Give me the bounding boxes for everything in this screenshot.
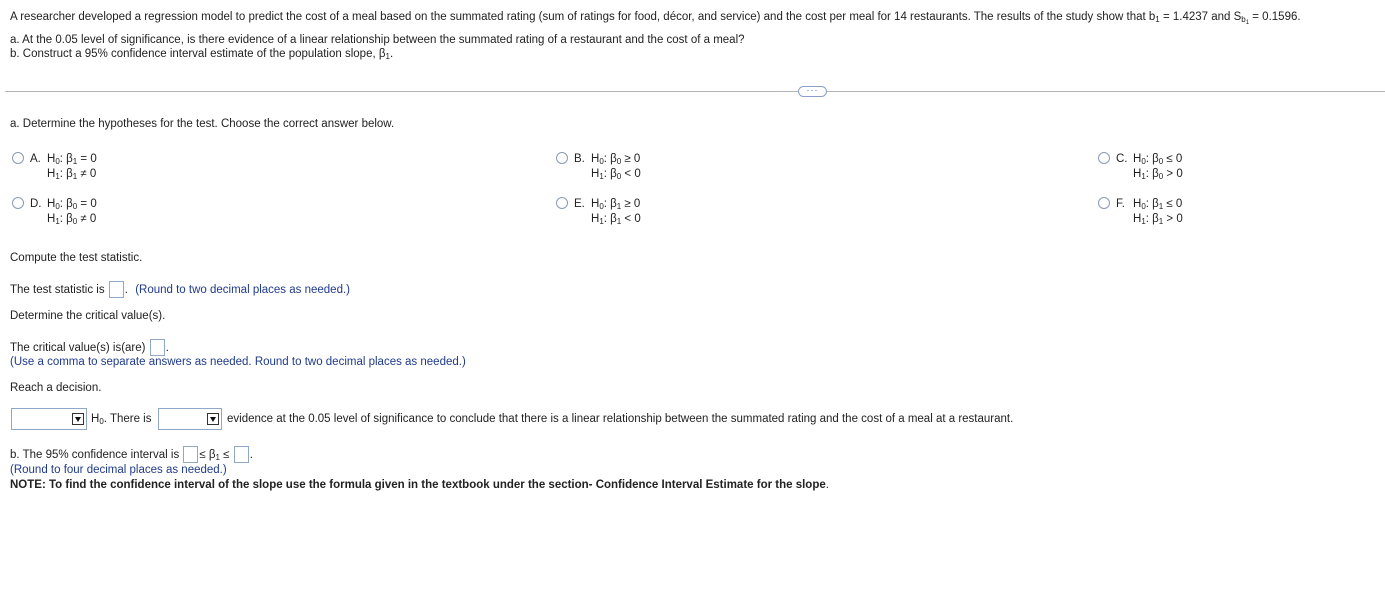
radio-button[interactable] [556,152,568,164]
alternative-hypothesis: $H_1$: $\beta_1 < 0$ [591,213,641,226]
radio-button[interactable] [1098,152,1110,164]
test-stat-input[interactable] [109,281,124,298]
interval-lower-input[interactable] [183,446,198,463]
alternative-hypothesis: $H_1$: $\beta_1 > 0$ [1133,213,1183,226]
option-letter: D. [30,198,42,210]
decision-h0: $H_0$. There is [91,413,152,426]
alternative-hypothesis: $H_1$: $\beta_1 \ne 0$ [47,168,97,181]
null-hypothesis: $H_0$: $\beta_1 \ge 0$ [591,198,641,211]
critical-line: The critical value(s) is(are) . [10,339,169,356]
hypotheses-prompt: a. Determine the hypotheses for the test. Choose the correct answer below. [10,118,395,130]
null-hypothesis: $H_0$: $\beta_1 \le 0$ [1133,198,1183,211]
radio-button[interactable] [556,197,568,209]
radio-button[interactable] [12,197,24,209]
more-button[interactable]: ··· [798,86,827,97]
chevron-down-icon [72,413,84,425]
null-hypothesis: $H_0$: $\beta_0 \le 0$ [1133,153,1183,166]
decision-heading: Reach a decision. [10,382,102,394]
option-letter: F. [1116,198,1125,210]
decision-tail: evidence at the 0.05 level of significance to conclude that there is a linear relationship between the summated rating and the cost of a meal at a restaurant. [227,413,1014,425]
decision-select-evidence[interactable] [158,408,222,430]
critical-heading: Determine the critical value(s). [10,310,166,322]
null-hypothesis: $H_0$: $\beta_0 \ge 0$ [591,153,641,166]
test-stat-heading: Compute the test statistic. [10,252,143,264]
problem-intro: A researcher developed a regression model to predict the cost of a meal based on the summated rating (sum of ratings for food, décor, and service) and the cost per meal for 14 restaurants. The results of the study show that $b_1 = 1.4237$ and $S_{b_1} = 0.1596$. [10,11,1301,26]
radio-button[interactable] [12,152,24,164]
test-stat-line: The test statistic is . (Round to two decimal places as needed.) [10,281,350,298]
alternative-hypothesis: $H_1$: $\beta_0 > 0$ [1133,168,1183,181]
interval-upper-input[interactable] [234,446,249,463]
critical-hint: (Use a comma to separate answers as needed. Round to two decimal places as needed.) [10,356,466,368]
decision-select-reject[interactable] [11,408,87,430]
chevron-down-icon [207,413,219,425]
option-letter: E. [574,198,585,210]
option-letter: B. [574,153,585,165]
section-divider [5,91,1385,92]
null-hypothesis: $H_0$: $\beta_1 = 0$ [47,153,97,166]
interval-note: NOTE: To find the confidence interval of the slope use the formula given in the textbook under the section- Confidence Interval Estimate for the slope. [10,479,829,491]
radio-button[interactable] [1098,197,1110,209]
option-letter: A. [30,153,41,165]
critical-input[interactable] [150,339,165,356]
option-b[interactable] [556,152,641,182]
problem-part-b: b. Construct a 95% confidence interval estimate of the population slope, $\beta_1$. [10,48,394,61]
problem-part-a: a. At the 0.05 level of significance, is there evidence of a linear relationship between the summated rating of a restaurant and the cost of a meal? [10,34,745,46]
alternative-hypothesis: $H_1$: $\beta_0 < 0$ [591,168,641,181]
option-d[interactable] [12,197,97,227]
option-c[interactable] [1098,152,1183,182]
option-letter: C. [1116,153,1128,165]
test-stat-hint: (Round to two decimal places as needed.) [135,284,350,296]
option-e[interactable] [556,197,641,227]
option-f[interactable] [1098,197,1183,227]
option-a[interactable] [12,152,97,182]
alternative-hypothesis: $H_1$: $\beta_0 \ne 0$ [47,213,97,226]
interval-line: b. The 95% confidence interval is ≤ $\beta_1$ ≤ . [10,446,253,463]
null-hypothesis: $H_0$: $\beta_0 = 0$ [47,198,97,211]
interval-hint: (Round to four decimal places as needed.) [10,464,227,476]
